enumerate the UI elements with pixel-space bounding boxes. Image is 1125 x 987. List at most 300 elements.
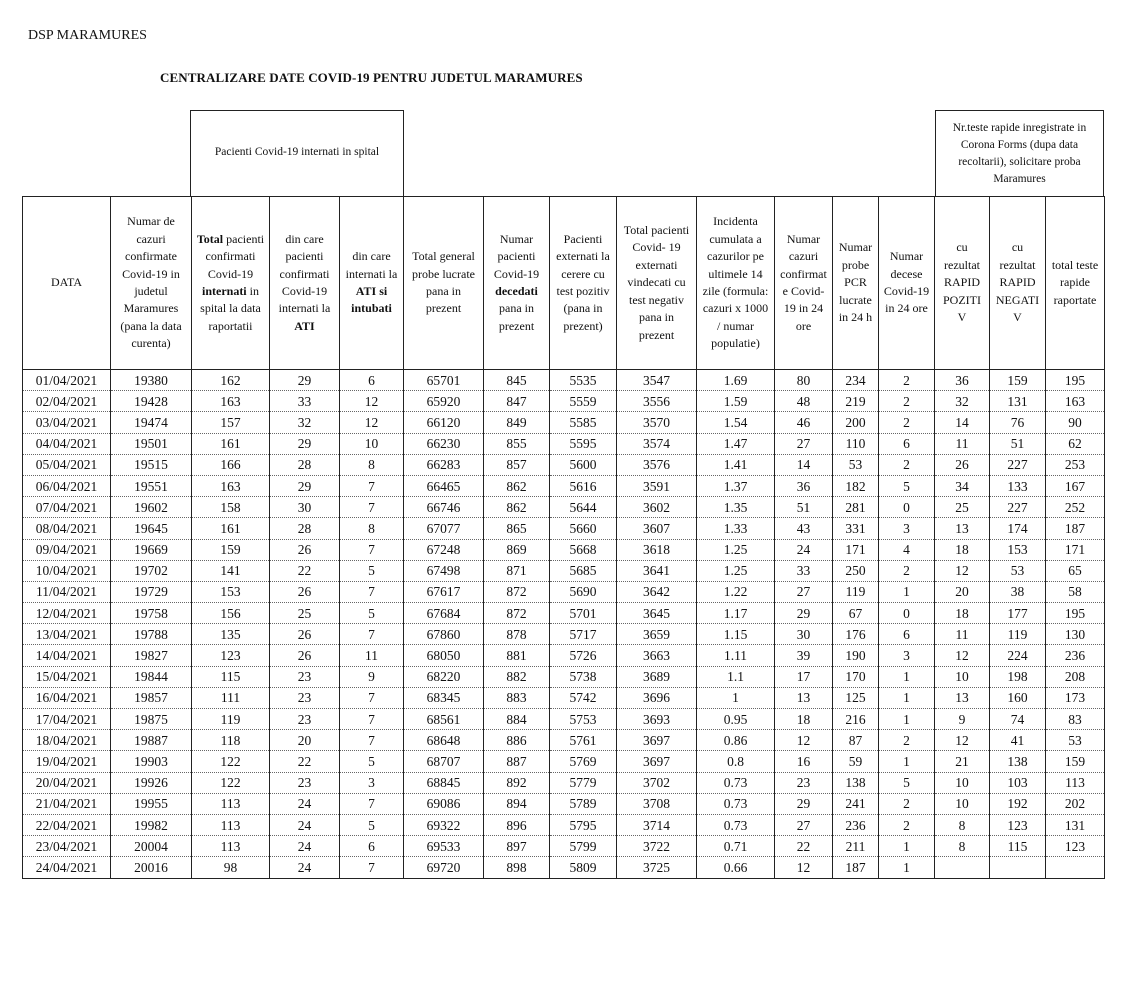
table-cell: 1.59 bbox=[697, 391, 775, 412]
table-cell: 862 bbox=[484, 497, 550, 518]
table-cell: 174 bbox=[990, 518, 1046, 539]
table-cell: 3696 bbox=[617, 687, 697, 708]
table-cell: 162 bbox=[192, 370, 270, 391]
table-cell: 03/04/2021 bbox=[23, 412, 111, 433]
table-cell: 2 bbox=[879, 370, 935, 391]
table-cell: 849 bbox=[484, 412, 550, 433]
table-cell: 5616 bbox=[550, 475, 617, 496]
table-cell: 07/04/2021 bbox=[23, 497, 111, 518]
table-cell: 32 bbox=[270, 412, 340, 433]
table-cell: 10 bbox=[340, 433, 404, 454]
table-cell: 153 bbox=[192, 581, 270, 602]
table-cell: 3714 bbox=[617, 814, 697, 835]
table-cell: 65 bbox=[1046, 560, 1105, 581]
table-cell: 68561 bbox=[404, 709, 484, 730]
table-cell: 111 bbox=[192, 687, 270, 708]
table-cell: 0 bbox=[879, 603, 935, 624]
table-cell: 68345 bbox=[404, 687, 484, 708]
table-cell: 3574 bbox=[617, 433, 697, 454]
table-cell: 22 bbox=[270, 560, 340, 581]
table-cell: 20016 bbox=[111, 857, 192, 878]
table-cell: 5738 bbox=[550, 666, 617, 687]
table-cell: 66746 bbox=[404, 497, 484, 518]
table-cell: 159 bbox=[192, 539, 270, 560]
document-title: CENTRALIZARE DATE COVID-19 PENTRU JUDETUL MARAMURES bbox=[160, 70, 583, 85]
table-cell: 224 bbox=[990, 645, 1046, 666]
table-cell: 7 bbox=[340, 497, 404, 518]
table-cell: 23 bbox=[270, 709, 340, 730]
table-row bbox=[23, 391, 1105, 412]
table-cell: 160 bbox=[990, 687, 1046, 708]
table-row bbox=[23, 624, 1105, 645]
table-cell: 113 bbox=[1046, 772, 1105, 793]
table-cell: 3 bbox=[879, 518, 935, 539]
table-cell: 21 bbox=[935, 751, 990, 772]
table-cell: 122 bbox=[192, 772, 270, 793]
table-cell: 884 bbox=[484, 709, 550, 730]
table-cell: 25 bbox=[935, 497, 990, 518]
table-cell: 3642 bbox=[617, 581, 697, 602]
table-cell: 141 bbox=[192, 560, 270, 581]
table-cell: 67077 bbox=[404, 518, 484, 539]
table-cell: 236 bbox=[1046, 645, 1105, 666]
table-cell: 68220 bbox=[404, 666, 484, 687]
table-cell: 5559 bbox=[550, 391, 617, 412]
table-cell: 241 bbox=[833, 793, 879, 814]
table-cell: 66283 bbox=[404, 454, 484, 475]
table-cell: 2 bbox=[879, 793, 935, 814]
table-cell: 281 bbox=[833, 497, 879, 518]
table-cell: 33 bbox=[270, 391, 340, 412]
table-cell: 122 bbox=[192, 751, 270, 772]
table-cell: 896 bbox=[484, 814, 550, 835]
table-cell: 166 bbox=[192, 454, 270, 475]
table-cell: 19955 bbox=[111, 793, 192, 814]
table-cell: 163 bbox=[192, 391, 270, 412]
table-cell bbox=[1046, 857, 1105, 878]
table-cell: 190 bbox=[833, 645, 879, 666]
table-cell: 2 bbox=[879, 560, 935, 581]
col-header-data: DATA bbox=[23, 197, 111, 370]
table-cell: 4 bbox=[879, 539, 935, 560]
table-cell: 138 bbox=[833, 772, 879, 793]
table-cell: 14 bbox=[775, 454, 833, 475]
table-cell: 51 bbox=[775, 497, 833, 518]
table-cell: 19501 bbox=[111, 433, 192, 454]
table-cell: 113 bbox=[192, 836, 270, 857]
table-cell: 7 bbox=[340, 687, 404, 708]
table-cell: 202 bbox=[1046, 793, 1105, 814]
table-cell: 135 bbox=[192, 624, 270, 645]
table-cell: 7 bbox=[340, 539, 404, 560]
table-cell: 19926 bbox=[111, 772, 192, 793]
table-cell: 5 bbox=[340, 560, 404, 581]
table-cell: 5753 bbox=[550, 709, 617, 730]
table-cell: 7 bbox=[340, 581, 404, 602]
col-header-rapid-negative: cu rezultat RAPID NEGATI V bbox=[990, 197, 1046, 370]
table-cell: 3663 bbox=[617, 645, 697, 666]
table-cell: 1.54 bbox=[697, 412, 775, 433]
table-cell: 18 bbox=[935, 603, 990, 624]
table-cell: 195 bbox=[1046, 603, 1105, 624]
table-cell: 0.73 bbox=[697, 814, 775, 835]
table-cell: 845 bbox=[484, 370, 550, 391]
table-cell: 3 bbox=[340, 772, 404, 793]
table-cell: 153 bbox=[990, 539, 1046, 560]
table-cell: 20 bbox=[935, 581, 990, 602]
col-header-hospitalized: Total pacienti confirmati Covid-19 internati in spital la data raportatii bbox=[192, 197, 270, 370]
group-header-hospitalized bbox=[190, 110, 404, 197]
table-cell: 118 bbox=[192, 730, 270, 751]
table-cell: 1.69 bbox=[697, 370, 775, 391]
table-cell: 27 bbox=[775, 433, 833, 454]
table-cell: 157 bbox=[192, 412, 270, 433]
table-cell: 1 bbox=[879, 581, 935, 602]
table-cell: 3725 bbox=[617, 857, 697, 878]
group-header-rapid-tests bbox=[935, 110, 1104, 197]
table-cell: 1.33 bbox=[697, 518, 775, 539]
table-cell: 195 bbox=[1046, 370, 1105, 391]
table-cell: 123 bbox=[192, 645, 270, 666]
table-cell: 6 bbox=[340, 370, 404, 391]
table-cell: 1 bbox=[879, 857, 935, 878]
table-cell: 19380 bbox=[111, 370, 192, 391]
table-cell: 167 bbox=[1046, 475, 1105, 496]
table-row bbox=[23, 666, 1105, 687]
table-cell: 15/04/2021 bbox=[23, 666, 111, 687]
table-cell: 5 bbox=[340, 814, 404, 835]
table-cell: 68648 bbox=[404, 730, 484, 751]
table-header-row bbox=[23, 197, 1105, 370]
table-cell: 138 bbox=[990, 751, 1046, 772]
table-cell: 119 bbox=[990, 624, 1046, 645]
table-cell: 177 bbox=[990, 603, 1046, 624]
table-cell: 87 bbox=[833, 730, 879, 751]
table-cell: 12 bbox=[775, 730, 833, 751]
table-cell: 200 bbox=[833, 412, 879, 433]
table-cell: 06/04/2021 bbox=[23, 475, 111, 496]
table-cell: 1.25 bbox=[697, 539, 775, 560]
table-cell: 11 bbox=[935, 624, 990, 645]
table-cell: 887 bbox=[484, 751, 550, 772]
table-cell: 24 bbox=[775, 539, 833, 560]
table-row bbox=[23, 836, 1105, 857]
table-cell: 227 bbox=[990, 454, 1046, 475]
table-cell: 113 bbox=[192, 793, 270, 814]
table-cell: 1.15 bbox=[697, 624, 775, 645]
table-cell: 30 bbox=[775, 624, 833, 645]
table-cell: 13 bbox=[775, 687, 833, 708]
table-cell: 5 bbox=[879, 772, 935, 793]
table-cell: 33 bbox=[775, 560, 833, 581]
table-cell: 857 bbox=[484, 454, 550, 475]
table-cell: 855 bbox=[484, 433, 550, 454]
group-header-rapid-tests-label: Nr.teste rapide inregistrate in Corona Forms (dupa data recoltarii), solicitare proba Maramures bbox=[952, 122, 1087, 185]
table-cell: 176 bbox=[833, 624, 879, 645]
table-cell: 59 bbox=[833, 751, 879, 772]
table-cell: 66120 bbox=[404, 412, 484, 433]
table-cell: 19602 bbox=[111, 497, 192, 518]
col-header-rapid-total: total teste rapide raportate bbox=[1046, 197, 1105, 370]
table-cell: 6 bbox=[879, 624, 935, 645]
table-cell: 19758 bbox=[111, 603, 192, 624]
table-cell: 882 bbox=[484, 666, 550, 687]
table-cell: 872 bbox=[484, 581, 550, 602]
col-header-new-cases-24h: Numar cazuri confirmat e Covid- 19 in 24 ore bbox=[775, 197, 833, 370]
table-cell: 19474 bbox=[111, 412, 192, 433]
table-cell: 05/04/2021 bbox=[23, 454, 111, 475]
table-cell: 5742 bbox=[550, 687, 617, 708]
covid-data-table bbox=[22, 196, 1105, 879]
table-cell: 9 bbox=[935, 709, 990, 730]
table-cell: 227 bbox=[990, 497, 1046, 518]
table-cell: 110 bbox=[833, 433, 879, 454]
table-cell: 5595 bbox=[550, 433, 617, 454]
table-cell: 14 bbox=[935, 412, 990, 433]
table-cell: 51 bbox=[990, 433, 1046, 454]
table-row bbox=[23, 814, 1105, 835]
table-cell: 5668 bbox=[550, 539, 617, 560]
table-cell: 43 bbox=[775, 518, 833, 539]
table-cell: 115 bbox=[990, 836, 1046, 857]
table-row bbox=[23, 497, 1105, 518]
table-cell: 3547 bbox=[617, 370, 697, 391]
table-row bbox=[23, 645, 1105, 666]
table-cell: 161 bbox=[192, 433, 270, 454]
table-cell: 5685 bbox=[550, 560, 617, 581]
table-cell: 39 bbox=[775, 645, 833, 666]
table-cell: 192 bbox=[990, 793, 1046, 814]
table-body bbox=[23, 370, 1105, 879]
table-cell: 5600 bbox=[550, 454, 617, 475]
table-cell: 8 bbox=[340, 518, 404, 539]
table-row bbox=[23, 730, 1105, 751]
table-cell: 01/04/2021 bbox=[23, 370, 111, 391]
table-cell: 5717 bbox=[550, 624, 617, 645]
table-cell: 80 bbox=[775, 370, 833, 391]
table-cell: 21/04/2021 bbox=[23, 793, 111, 814]
col-header-icu-intubated: din care internati la ATI si intubati bbox=[340, 197, 404, 370]
table-cell: 250 bbox=[833, 560, 879, 581]
table-cell: 123 bbox=[990, 814, 1046, 835]
table-cell: 10 bbox=[935, 793, 990, 814]
table-cell: 19788 bbox=[111, 624, 192, 645]
table-cell: 0.73 bbox=[697, 772, 775, 793]
table-cell: 38 bbox=[990, 581, 1046, 602]
table-cell: 67617 bbox=[404, 581, 484, 602]
table-row bbox=[23, 751, 1105, 772]
table-row bbox=[23, 793, 1105, 814]
table-cell: 158 bbox=[192, 497, 270, 518]
table-cell: 53 bbox=[990, 560, 1046, 581]
table-cell: 53 bbox=[833, 454, 879, 475]
table-cell: 897 bbox=[484, 836, 550, 857]
table-cell: 69086 bbox=[404, 793, 484, 814]
table-cell: 2 bbox=[879, 730, 935, 751]
table-cell: 08/04/2021 bbox=[23, 518, 111, 539]
table-cell: 3570 bbox=[617, 412, 697, 433]
table-cell: 2 bbox=[879, 412, 935, 433]
table-cell: 19844 bbox=[111, 666, 192, 687]
table-cell: 67684 bbox=[404, 603, 484, 624]
table-row bbox=[23, 518, 1105, 539]
table-cell: 173 bbox=[1046, 687, 1105, 708]
table-cell: 5585 bbox=[550, 412, 617, 433]
table-cell: 19645 bbox=[111, 518, 192, 539]
table-cell: 19729 bbox=[111, 581, 192, 602]
table-cell: 187 bbox=[833, 857, 879, 878]
table-cell: 12 bbox=[935, 645, 990, 666]
table-cell: 20 bbox=[270, 730, 340, 751]
table-cell: 11/04/2021 bbox=[23, 581, 111, 602]
table-cell: 3576 bbox=[617, 454, 697, 475]
table-cell: 13/04/2021 bbox=[23, 624, 111, 645]
table-cell: 3602 bbox=[617, 497, 697, 518]
table-cell: 216 bbox=[833, 709, 879, 730]
col-header-pcr-24h: Numar probe PCR lucrate in 24 h bbox=[833, 197, 879, 370]
table-cell: 28 bbox=[270, 518, 340, 539]
table-cell: 156 bbox=[192, 603, 270, 624]
table-cell: 68050 bbox=[404, 645, 484, 666]
table-row bbox=[23, 454, 1105, 475]
table-cell: 5799 bbox=[550, 836, 617, 857]
table-cell: 0.8 bbox=[697, 751, 775, 772]
table-cell: 0.73 bbox=[697, 793, 775, 814]
table-cell: 98 bbox=[192, 857, 270, 878]
table-row bbox=[23, 581, 1105, 602]
table-cell: 133 bbox=[990, 475, 1046, 496]
table-cell: 65920 bbox=[404, 391, 484, 412]
table-cell: 5779 bbox=[550, 772, 617, 793]
table-cell: 182 bbox=[833, 475, 879, 496]
table-cell: 3708 bbox=[617, 793, 697, 814]
table-cell: 5809 bbox=[550, 857, 617, 878]
table-cell: 09/04/2021 bbox=[23, 539, 111, 560]
table-cell: 6 bbox=[879, 433, 935, 454]
table-cell: 0.86 bbox=[697, 730, 775, 751]
table-cell: 5701 bbox=[550, 603, 617, 624]
table-cell: 20004 bbox=[111, 836, 192, 857]
table-cell: 1 bbox=[879, 751, 935, 772]
table-cell: 9 bbox=[340, 666, 404, 687]
table-row bbox=[23, 560, 1105, 581]
table-cell: 125 bbox=[833, 687, 879, 708]
table-cell: 898 bbox=[484, 857, 550, 878]
table-cell: 1 bbox=[697, 687, 775, 708]
table-cell: 24 bbox=[270, 793, 340, 814]
table-cell: 171 bbox=[833, 539, 879, 560]
table-cell: 0.71 bbox=[697, 836, 775, 857]
table-cell: 12 bbox=[340, 391, 404, 412]
table-cell: 65701 bbox=[404, 370, 484, 391]
table-cell: 7 bbox=[340, 857, 404, 878]
table-cell: 6 bbox=[340, 836, 404, 857]
table-cell: 29 bbox=[270, 475, 340, 496]
table-cell: 1.17 bbox=[697, 603, 775, 624]
table-cell: 76 bbox=[990, 412, 1046, 433]
table-cell: 19857 bbox=[111, 687, 192, 708]
table-cell: 2 bbox=[879, 391, 935, 412]
table-cell: 67498 bbox=[404, 560, 484, 581]
table-cell: 2 bbox=[879, 454, 935, 475]
table-cell: 04/04/2021 bbox=[23, 433, 111, 454]
table-cell: 18/04/2021 bbox=[23, 730, 111, 751]
table-cell: 886 bbox=[484, 730, 550, 751]
table-cell: 24 bbox=[270, 836, 340, 857]
table-cell: 22 bbox=[775, 836, 833, 857]
table-cell: 894 bbox=[484, 793, 550, 814]
table-cell: 83 bbox=[1046, 709, 1105, 730]
table-cell: 25 bbox=[270, 603, 340, 624]
table-cell: 5726 bbox=[550, 645, 617, 666]
table-cell: 5660 bbox=[550, 518, 617, 539]
table-cell: 253 bbox=[1046, 454, 1105, 475]
table-cell: 5 bbox=[340, 603, 404, 624]
table-cell: 234 bbox=[833, 370, 879, 391]
table-cell: 29 bbox=[775, 793, 833, 814]
table-cell: 68845 bbox=[404, 772, 484, 793]
table-cell: 1 bbox=[879, 666, 935, 687]
table-cell: 23/04/2021 bbox=[23, 836, 111, 857]
table-row bbox=[23, 709, 1105, 730]
table-cell: 170 bbox=[833, 666, 879, 687]
table-cell: 19982 bbox=[111, 814, 192, 835]
table-cell: 28 bbox=[270, 454, 340, 475]
table-cell: 5769 bbox=[550, 751, 617, 772]
table-row bbox=[23, 772, 1105, 793]
table-cell: 67248 bbox=[404, 539, 484, 560]
table-row bbox=[23, 603, 1105, 624]
table-cell: 1.1 bbox=[697, 666, 775, 687]
table-cell: 7 bbox=[340, 709, 404, 730]
table-cell: 163 bbox=[192, 475, 270, 496]
table-cell: 12/04/2021 bbox=[23, 603, 111, 624]
table-cell: 12 bbox=[935, 730, 990, 751]
table-cell: 10 bbox=[935, 666, 990, 687]
table-cell: 3702 bbox=[617, 772, 697, 793]
table-cell: 23 bbox=[775, 772, 833, 793]
table-cell: 48 bbox=[775, 391, 833, 412]
table-cell: 24 bbox=[270, 814, 340, 835]
table-cell: 34 bbox=[935, 475, 990, 496]
table-cell: 3689 bbox=[617, 666, 697, 687]
table-cell: 119 bbox=[192, 709, 270, 730]
table-cell: 119 bbox=[833, 581, 879, 602]
col-header-rapid-positive: cu rezultat RAPID POZITI V bbox=[935, 197, 990, 370]
table-cell: 3556 bbox=[617, 391, 697, 412]
table-cell: 11 bbox=[340, 645, 404, 666]
col-header-total-cases: Numar de cazuri confirmate Covid-19 in judetul Maramures (pana la data curenta) bbox=[111, 197, 192, 370]
table-cell: 19887 bbox=[111, 730, 192, 751]
table-cell: 3591 bbox=[617, 475, 697, 496]
table-cell: 10 bbox=[935, 772, 990, 793]
table-cell: 1 bbox=[879, 709, 935, 730]
table-cell: 24 bbox=[270, 857, 340, 878]
table-cell: 3645 bbox=[617, 603, 697, 624]
table-cell: 18 bbox=[775, 709, 833, 730]
table-cell: 26 bbox=[270, 624, 340, 645]
table-cell: 5 bbox=[879, 475, 935, 496]
table-cell: 0.66 bbox=[697, 857, 775, 878]
table-cell: 26 bbox=[270, 539, 340, 560]
col-header-discharged-positive: Pacienti externati la cerere cu test pozitiv (pana in prezent) bbox=[550, 197, 617, 370]
table-cell: 29 bbox=[775, 603, 833, 624]
table-cell: 66230 bbox=[404, 433, 484, 454]
organization-label: DSP MARAMURES bbox=[28, 28, 147, 43]
table-cell: 69322 bbox=[404, 814, 484, 835]
table-cell: 22 bbox=[270, 751, 340, 772]
table-cell: 12 bbox=[775, 857, 833, 878]
